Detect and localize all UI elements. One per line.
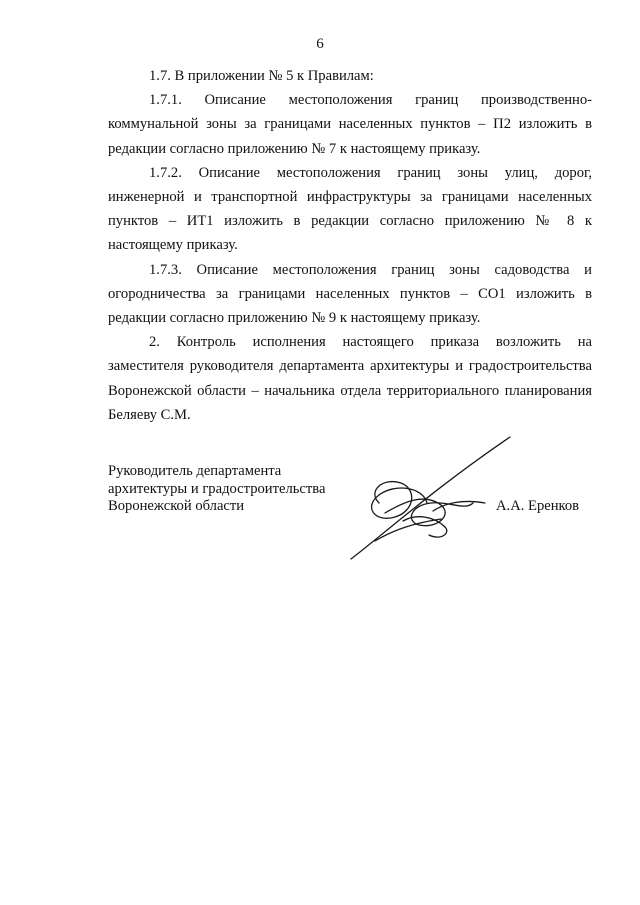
page-number: 6 [316,36,324,52]
signatory-name: А.А. Еренков [496,498,580,514]
signatory-position-line: Руководитель департамента [108,463,282,479]
signatory-position-line: архитектуры и градостроительства [108,480,326,497]
paragraph-1-7-3: 1.7.3. Описание местоположения границ зоны садоводства и огородничества за границами населенных пунктов – СО1 изложить в редакции согласно приложению № 9 к настоящему приказу. [108,261,592,327]
paragraph-1-7-2: 1.7.2. Описание местоположения границ зоны улиц, дорог, инженерной и транспортной инфраструктуры за границами населенных пунктов – ИТ1 изложить в редакции согласно приложению № 8 к настоящему приказу. [108,164,592,254]
paragraph-2: 2. Контроль исполнения настоящего приказа возложить на заместителя руководителя департамента архитектуры и градостроительства Воронежской области – начальника отдела территориального планирования Беляеву С.М. [108,334,592,423]
paragraph-1-7: 1.7. В приложении № 5 к Правилам: [149,68,374,84]
document-body [108,64,592,427]
signatory-position-line: Воронежской области [108,498,245,514]
paragraph-1-7-1: 1.7.1. Описание местоположения границ производственно-коммунальной зоны за границами населенных пунктов – П2 изложить в редакции согласно приложению № 7 к настоящему приказу. [108,92,592,157]
handwritten-signature [345,433,515,563]
signatory-position [108,463,325,516]
